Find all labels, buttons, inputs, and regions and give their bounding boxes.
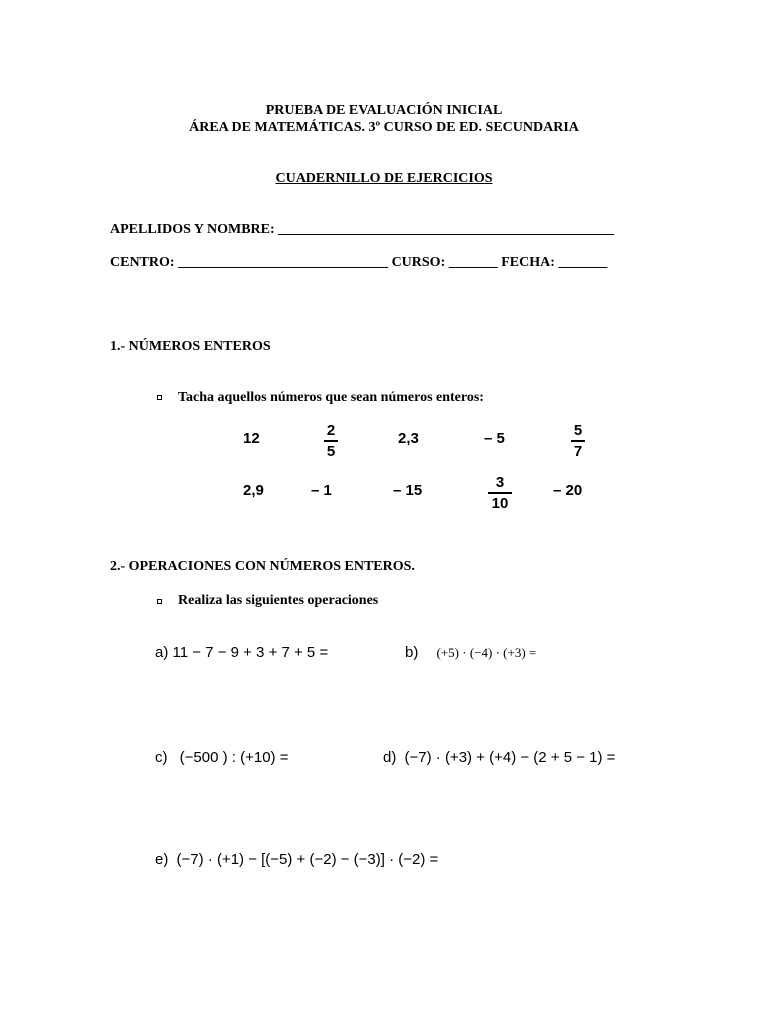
date-label: FECHA: (501, 255, 555, 270)
exercise-d-expression: (−7) · (+3) + (+4) − (2 + 5 − 1) = (404, 749, 616, 766)
course-label: CURSO: (391, 255, 446, 270)
section2-instruction: Realiza las siguientes operaciones (178, 593, 379, 608)
number-minus-5: – 5 (484, 430, 505, 447)
fraction-numerator: 2 (326, 422, 336, 439)
exercise-e-expression: (−7) · (+1) − [(−5) + (−2) − (−3)] · (−2) = (176, 851, 439, 868)
document-subtitle (0, 171, 768, 187)
exercise-b-expression: (+5) · (−4) · (+3) = (436, 645, 537, 660)
fraction-numerator: 5 (573, 422, 583, 439)
exercise-c (155, 749, 288, 766)
number-minus-1: – 1 (311, 482, 332, 499)
fraction-5-7 (558, 422, 598, 460)
exercise-a-expression: 11 − 7 − 9 + 3 + 7 + 5 = (172, 644, 329, 661)
document-title-line2: ÁREA DE MATEMÁTICAS. 3º CURSO DE ED. SECUNDARIA (189, 120, 579, 135)
exercise-e-label: e) (155, 851, 169, 868)
course-blank: _______ (448, 255, 498, 270)
subtitle-text: CUADERNILLO DE EJERCICIOS (275, 171, 493, 186)
exercise-b (405, 644, 536, 661)
number-2-3: 2,3 (398, 430, 419, 447)
exercise-b-label: b) (405, 644, 419, 661)
section2-heading: 2.- OPERACIONES CON NÚMEROS ENTEROS. (110, 559, 415, 574)
exercise-a (155, 644, 328, 661)
exercise-e (155, 851, 438, 868)
section1-instruction: Tacha aquellos números que sean números enteros: (178, 390, 484, 405)
fraction-denominator: 10 (491, 495, 509, 512)
exercise-c-expression: (−500 ) : (+10) = (179, 749, 289, 766)
square-bullet-icon (157, 599, 162, 604)
number-2-9: 2,9 (243, 482, 264, 499)
name-blank: ________________________________________________ (278, 222, 615, 237)
document-title-line1: PRUEBA DE EVALUACIÓN INICIAL (265, 103, 503, 118)
fraction-bar (571, 440, 585, 442)
name-line (110, 222, 614, 238)
fraction-numerator: 3 (495, 474, 505, 491)
exercise-c-label: c) (155, 749, 168, 766)
fraction-denominator: 7 (573, 443, 583, 460)
exercise-d-label: d) (383, 749, 397, 766)
number-12: 12 (243, 430, 260, 447)
date-blank: _______ (558, 255, 608, 270)
center-label: CENTRO: (110, 255, 175, 270)
fraction-denominator: 5 (326, 443, 336, 460)
center-blank: ______________________________ (178, 255, 389, 270)
fraction-2-5 (311, 422, 351, 460)
number-minus-20: – 20 (553, 482, 583, 499)
fraction-bar (488, 492, 512, 494)
square-bullet-icon (157, 395, 162, 400)
fraction-bar (324, 440, 338, 442)
fraction-3-10 (480, 474, 520, 512)
center-course-date-line (110, 255, 607, 271)
section1-heading: 1.- NÚMEROS ENTEROS (110, 339, 271, 354)
exercise-a-label: a) (155, 644, 169, 661)
name-label: APELLIDOS Y NOMBRE: (110, 222, 275, 237)
exercise-d (383, 749, 615, 766)
number-minus-15: – 15 (393, 482, 423, 499)
